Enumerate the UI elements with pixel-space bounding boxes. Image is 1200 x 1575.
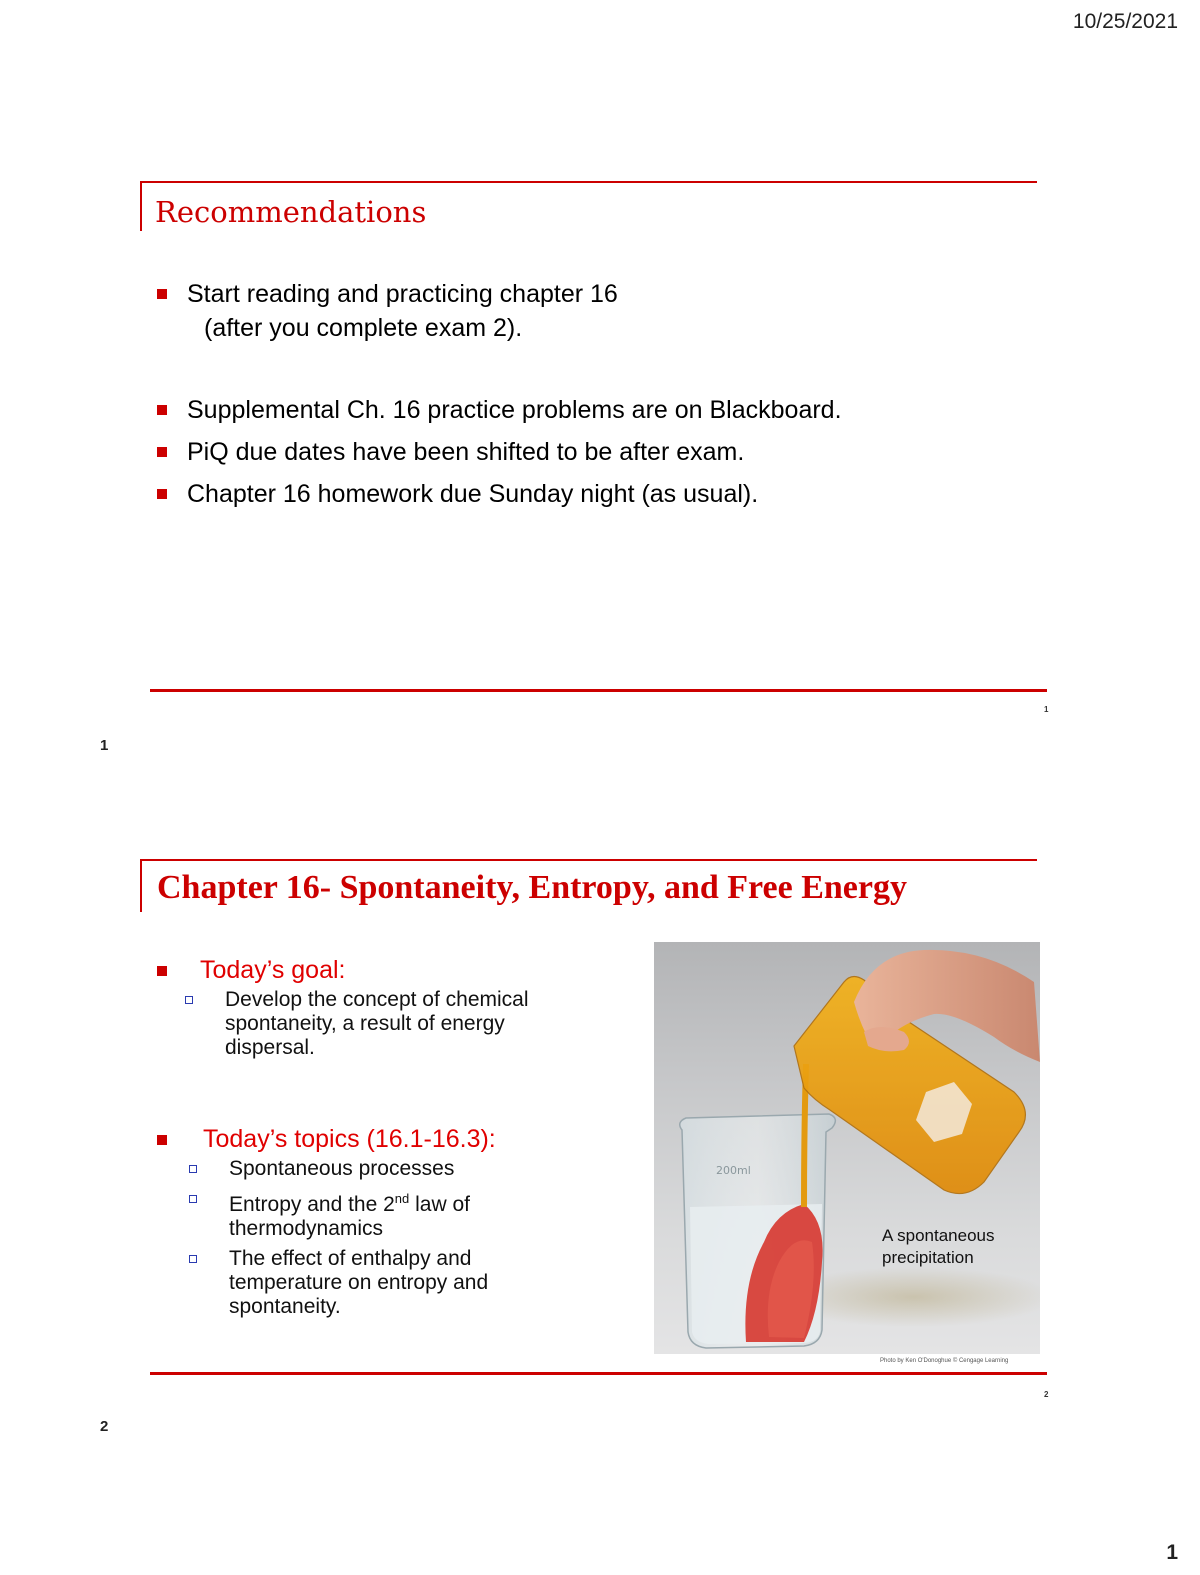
bullet-text: Start reading and practicing chapter 16 <box>187 280 618 308</box>
goal-heading-text: Today’s goal: <box>200 956 346 984</box>
goal-list <box>185 988 637 1060</box>
list-item <box>189 1247 637 1319</box>
precipitation-photo <box>654 942 1040 1354</box>
topic-text: Entropy and the 2 <box>229 1193 395 1216</box>
slide-1-bullet-list <box>157 277 1017 511</box>
slide-2-top-rule <box>140 859 1037 861</box>
topic-item-line: thermodynamics <box>229 1217 384 1240</box>
bullet-text: PiQ due dates have been shifted to be after exam. <box>187 438 745 466</box>
square-bullet-icon <box>157 1135 167 1145</box>
topics-heading-text: Today’s topics (16.1-16.3): <box>203 1125 496 1153</box>
list-item <box>157 477 1017 511</box>
hollow-square-bullet-icon <box>185 996 193 1004</box>
slide-1-left-rule <box>140 181 142 231</box>
square-bullet-icon <box>157 489 167 499</box>
bullet-text: Supplemental Ch. 16 practice problems are on Blackboard. <box>187 396 842 424</box>
page-date: 10/25/2021 <box>1072 10 1178 33</box>
photo-caption <box>882 1225 994 1269</box>
goal-item-line: spontaneity, a result of energy <box>225 1012 505 1035</box>
caption-line: A spontaneous <box>882 1226 995 1245</box>
slide-2-left-rule <box>140 859 142 912</box>
list-item <box>157 435 1017 469</box>
slide-1-bottom-rule <box>150 689 1047 692</box>
caption-line: precipitation <box>882 1248 974 1267</box>
hollow-square-bullet-icon <box>189 1195 197 1203</box>
topic-item-line: temperature on entropy and <box>229 1271 489 1294</box>
goal-item-line: dispersal. <box>225 1036 315 1059</box>
topics-section <box>157 1124 637 1319</box>
topic-item-line: spontaneity. <box>229 1295 341 1318</box>
topic-item-line: The effect of enthalpy and <box>229 1247 472 1270</box>
topics-heading <box>157 1124 637 1154</box>
hollow-square-bullet-icon <box>189 1165 197 1173</box>
hollow-square-bullet-icon <box>189 1255 197 1263</box>
list-item <box>189 1157 637 1181</box>
topic-item-line <box>229 1187 637 1217</box>
topics-list <box>189 1157 637 1319</box>
list-item <box>189 1187 637 1241</box>
slide-2-index: 2 <box>100 1418 109 1435</box>
slide-2-title: Chapter 16- Spontaneity, Entropy, and Free Energy <box>157 869 907 906</box>
beaker-illustration <box>654 942 1040 1354</box>
topic-text: law of <box>409 1193 470 1216</box>
page-number: 1 <box>1166 1541 1178 1564</box>
topic-item-line: Spontaneous processes <box>229 1157 455 1180</box>
square-bullet-icon <box>157 289 167 299</box>
square-bullet-icon <box>157 447 167 457</box>
goal-item-line: Develop the concept of chemical <box>225 988 529 1011</box>
slide-2-bottom-rule <box>150 1372 1047 1375</box>
beaker-label: 200ml <box>716 1164 751 1177</box>
slide-1-corner-number: 1 <box>1044 705 1049 714</box>
photo-credit: Photo by Ken O'Donoghue © Cengage Learning <box>880 1358 1009 1364</box>
square-bullet-icon <box>157 405 167 415</box>
list-item <box>185 988 637 1060</box>
list-item <box>157 393 1017 427</box>
goal-heading <box>157 955 637 985</box>
slide-2-corner-number: 2 <box>1044 1390 1049 1399</box>
list-item <box>157 277 1017 345</box>
bullet-continuation: (after you complete exam 2). <box>204 314 523 342</box>
superscript: nd <box>394 1191 410 1206</box>
slide-1-top-rule <box>140 181 1037 183</box>
slide-1-title: Recommendations <box>155 195 427 229</box>
slide-1-index: 1 <box>100 737 109 754</box>
square-bullet-icon <box>157 966 167 976</box>
goal-section <box>157 955 637 1060</box>
bullet-text: Chapter 16 homework due Sunday night (as usual). <box>187 480 759 508</box>
